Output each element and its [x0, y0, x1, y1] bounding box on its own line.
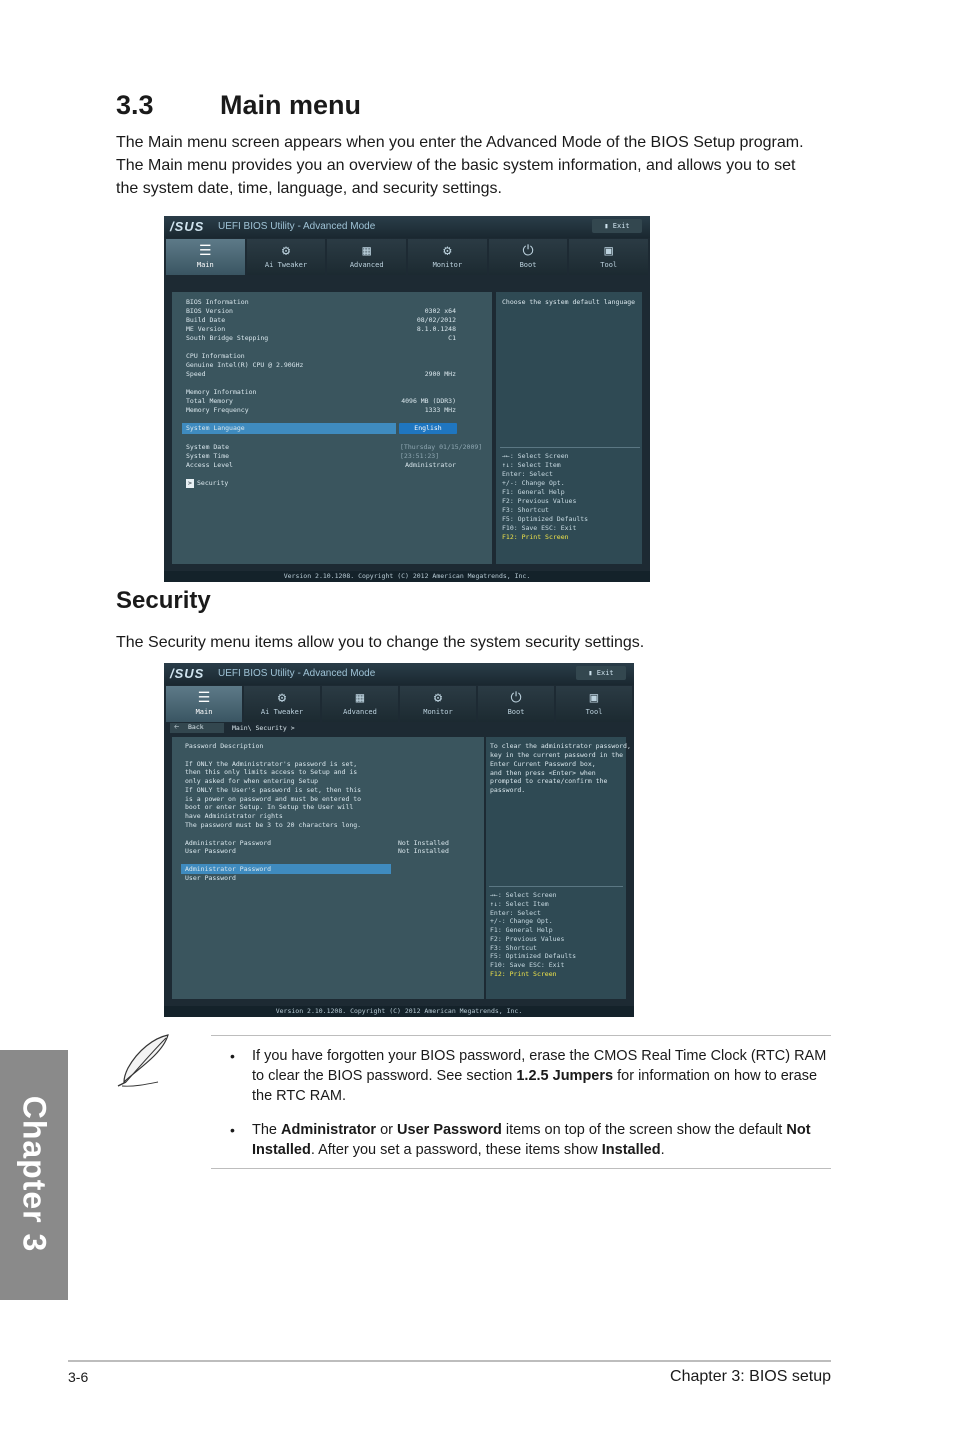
list-icon: ☰: [199, 243, 212, 259]
chevron-right-icon: >: [188, 479, 192, 487]
tab-label: Monitor: [432, 261, 463, 269]
exit-button[interactable]: [592, 219, 642, 233]
page-number: 3-6: [68, 1369, 89, 1385]
advanced-icon: ▦: [362, 243, 371, 259]
note-text: or: [376, 1122, 398, 1138]
system-time-value[interactable]: [23:51:23]: [400, 452, 440, 460]
south-bridge-label: South Bridge Stepping: [186, 334, 269, 342]
key-line: Enter: Select: [502, 470, 553, 478]
key-line: F10: Save ESC: Exit: [490, 961, 565, 969]
admin-password-item[interactable]: Administrator Password: [185, 865, 272, 873]
help-divider: [500, 447, 640, 448]
description-line: If ONLY the Administrator's password is set,: [185, 760, 358, 768]
tab-ai-tweaker[interactable]: [247, 239, 326, 275]
tab-label: Boot: [519, 261, 537, 269]
key-line-print: F12: Print Screen: [502, 533, 569, 541]
tab-label: Advanced: [349, 261, 384, 269]
arrow-left-icon: 🡠: [174, 723, 180, 731]
tab-tool[interactable]: [556, 686, 632, 722]
tab-label: Tool: [585, 708, 603, 716]
help-text: Choose the system default language: [502, 298, 636, 306]
help-line: and then press <Enter> when: [490, 769, 596, 777]
back-label: Back: [188, 723, 204, 731]
note-text: for information on how to erase the RTC RAM.: [252, 1068, 818, 1104]
key-line: →←: Select Screen: [502, 452, 569, 460]
asus-logo: /SUS: [170, 219, 205, 234]
note-bottom-rule: [211, 1168, 831, 1169]
back-button[interactable]: [170, 723, 224, 733]
breadcrumb: Main\ Security >: [232, 724, 295, 732]
total-memory-value: 4096 MB (DDR3): [401, 397, 456, 405]
utility-title: UEFI BIOS Utility - Advanced Mode: [218, 668, 376, 679]
advanced-icon: ▦: [355, 690, 365, 706]
tab-main[interactable]: [166, 239, 245, 275]
note-text: The: [252, 1122, 282, 1138]
bios-main-screenshot: [164, 216, 650, 582]
system-time-label: System Time: [186, 452, 230, 460]
build-date-value: 08/02/2012: [416, 316, 456, 324]
tab-ai-tweaker[interactable]: [244, 686, 320, 722]
speed-value: 2900 MHz: [424, 370, 456, 378]
bios-version-value: 0302 x64: [424, 307, 456, 315]
description-line: have Administrator rights: [185, 812, 283, 820]
key-line: F5: Optimized Defaults: [502, 515, 589, 523]
memory-freq-value: 1333 MHz: [424, 406, 456, 414]
tab-label: Main: [195, 708, 213, 716]
note-bold: Installed: [601, 1142, 661, 1158]
note-item-2: [252, 1120, 827, 1160]
security-menu-item[interactable]: Security: [197, 479, 229, 487]
note-top-rule: [211, 1035, 831, 1036]
help-line: key in the current password in the: [490, 751, 624, 759]
admin-password-label: Administrator Password: [185, 839, 272, 847]
note-text: . After you set a password, these items show: [310, 1142, 602, 1158]
tool-icon: ▣: [604, 243, 613, 259]
cpu-info-heading: CPU Information: [186, 352, 245, 360]
me-version-value: 8.1.0.1248: [416, 325, 456, 333]
note-bold: Not Installed: [252, 1122, 811, 1158]
tab-main[interactable]: [166, 686, 242, 722]
tool-icon: ▣: [589, 690, 599, 706]
key-line: ↑↓: Select Item: [502, 461, 561, 469]
key-line: +/-: Change Opt.: [490, 917, 553, 925]
section-title: [116, 90, 361, 121]
section-reference: 1.2.5 Jumpers: [516, 1068, 614, 1084]
tab-advanced[interactable]: [327, 239, 406, 275]
tab-label: Tool: [600, 261, 618, 269]
key-line: F10: Save ESC: Exit: [502, 524, 577, 532]
section-name: Main menu: [220, 90, 362, 120]
power-icon: ⏻: [510, 690, 522, 706]
note-bold: User Password: [397, 1122, 502, 1138]
language-label: System Language: [186, 424, 245, 432]
monitor-icon: ⚙: [433, 690, 443, 706]
system-date-label: System Date: [186, 443, 230, 451]
help-line: password.: [490, 786, 526, 794]
bios-tabs: [166, 239, 648, 275]
tab-monitor[interactable]: [408, 239, 487, 275]
access-level-label: Access Level: [186, 461, 233, 469]
tweaker-icon: ⚙: [281, 243, 291, 259]
tab-advanced[interactable]: [322, 686, 398, 722]
exit-label: Exit: [596, 669, 614, 677]
key-line: →←: Select Screen: [490, 891, 557, 899]
description-line: is a power on password and must be entered to: [185, 795, 362, 803]
feather-note-icon: [114, 1032, 172, 1090]
security-heading: Security: [116, 587, 211, 614]
description-line: only asked for when entering Setup: [185, 777, 319, 785]
section-number: 3.3: [116, 90, 154, 120]
description-line: boot or enter Setup. In Setup the User will: [185, 803, 354, 811]
note-item-1: [252, 1046, 827, 1106]
description-line: then this only limits access to Setup and is: [185, 768, 358, 776]
exit-button[interactable]: [576, 666, 626, 680]
bios-tabs: [166, 686, 632, 722]
asus-logo: /SUS: [170, 666, 205, 681]
tab-label: Advanced: [343, 708, 377, 716]
key-line: F5: Optimized Defaults: [490, 952, 577, 960]
bios-security-screenshot: [164, 663, 634, 1017]
help-line: Enter Current Password box,: [490, 760, 596, 768]
bios-footer: Version 2.10.1208. Copyright (C) 2012 American Megatrends, Inc.: [164, 1006, 634, 1017]
intro-paragraph: The Main menu screen appears when you enter the Advanced Mode of the BIOS Setup program. The Main menu provides you an overview of the basic system information, and allows you to set the system date, time, language, and security settings.: [116, 134, 804, 197]
chapter-label: Chapter 3: [16, 1095, 53, 1253]
me-version-label: ME Version: [186, 325, 226, 333]
key-line: ↑↓: Select Item: [490, 900, 549, 908]
key-line: +/-: Change Opt.: [502, 479, 565, 487]
user-password-status: Not Installed: [398, 847, 449, 855]
exit-label: Exit: [612, 222, 630, 230]
tab-label: Main: [196, 261, 214, 269]
help-divider: [489, 886, 623, 887]
description-line: The password must be 3 to 20 characters long.: [185, 821, 362, 829]
tab-tool[interactable]: [569, 239, 648, 275]
tab-boot[interactable]: [478, 686, 554, 722]
footer-rule: [68, 1360, 831, 1362]
note-bold: Administrator: [281, 1122, 377, 1138]
build-date-label: Build Date: [186, 316, 226, 324]
access-level-value: Administrator: [405, 461, 456, 469]
bios-info-heading: BIOS Information: [186, 298, 249, 306]
power-icon: ⏻: [522, 243, 534, 259]
key-line: F3: Shortcut: [502, 506, 549, 514]
password-description-heading: Password Description: [185, 742, 264, 750]
key-line: F2: Previous Values: [502, 497, 577, 505]
speed-label: Speed: [186, 370, 206, 378]
key-line: F3: Shortcut: [490, 944, 537, 952]
user-password-label: User Password: [185, 847, 236, 855]
help-line: To clear the administrator password,: [490, 742, 631, 750]
tab-label: Ai Tweaker: [264, 261, 308, 269]
key-line: F1: General Help: [490, 926, 553, 934]
bullet: •: [230, 1122, 235, 1138]
tab-label: Boot: [507, 708, 525, 716]
language-select[interactable]: English: [399, 423, 457, 434]
exit-icon: ▮: [604, 222, 613, 230]
note-text: items on top of the screen show the default: [501, 1122, 787, 1138]
total-memory-label: Total Memory: [186, 397, 233, 405]
monitor-icon: ⚙: [443, 243, 452, 259]
user-password-item[interactable]: User Password: [185, 874, 236, 882]
exit-icon: ▮: [588, 669, 597, 677]
tab-label: Ai Tweaker: [260, 708, 304, 716]
tab-boot[interactable]: [489, 239, 568, 275]
memory-info-heading: Memory Information: [186, 388, 257, 396]
page-chapter-title: Chapter 3: BIOS setup: [670, 1368, 831, 1385]
system-date-value[interactable]: [Thursday 01/15/2009]: [400, 443, 483, 451]
bios-footer: Version 2.10.1208. Copyright (C) 2012 American Megatrends, Inc.: [164, 571, 650, 582]
south-bridge-value: C1: [448, 334, 456, 342]
cpu-name: Genuine Intel(R) CPU @ 2.90GHz: [186, 361, 304, 369]
tab-monitor[interactable]: [400, 686, 476, 722]
admin-password-status: Not Installed: [398, 839, 449, 847]
description-line: If ONLY the User's password is set, then this: [185, 786, 362, 794]
tab-label: Monitor: [423, 708, 453, 716]
utility-title: UEFI BIOS Utility - Advanced Mode: [218, 221, 376, 232]
key-line: F1: General Help: [502, 488, 565, 496]
memory-freq-label: Memory Frequency: [186, 406, 249, 414]
note-text: If you have forgotten your BIOS password, erase the CMOS Real Time Clock (RTC) RAM to clear the BIOS password. See section: [252, 1048, 827, 1084]
security-intro: The Security menu items allow you to change the system security settings.: [116, 634, 645, 651]
list-icon: ☰: [197, 690, 211, 706]
bullet: •: [230, 1048, 235, 1064]
tweaker-icon: ⚙: [277, 690, 287, 706]
key-line: Enter: Select: [490, 909, 541, 917]
note-text: .: [660, 1142, 665, 1158]
key-line: F2: Previous Values: [490, 935, 565, 943]
bios-version-label: BIOS Version: [186, 307, 233, 315]
help-line: prompted to create/confirm the: [490, 777, 608, 785]
key-line-print: F12: Print Screen: [490, 970, 557, 978]
